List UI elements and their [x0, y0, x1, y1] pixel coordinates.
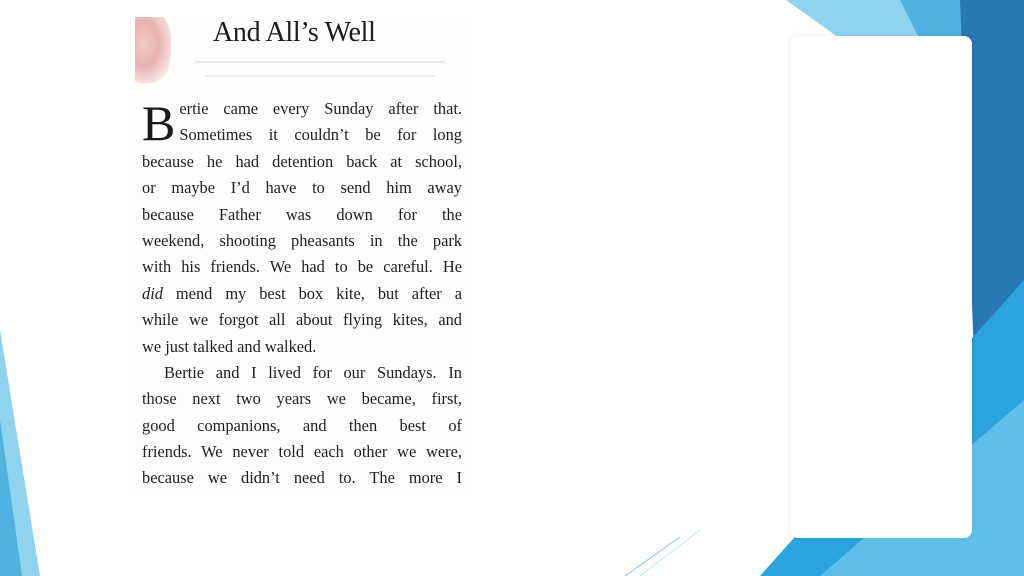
bleed-through-line — [195, 61, 445, 63]
text-line-rest: mend my best box kite, but after a — [162, 283, 462, 303]
text-line: because we didn’t need to. The more I — [142, 468, 462, 488]
text-line: good companions, and then best of — [142, 415, 462, 435]
book-page-image — [135, 17, 465, 495]
thumb-smudge — [135, 17, 171, 83]
text-line: Sometimes it couldn’t be for long — [179, 125, 462, 145]
story-text — [142, 96, 462, 492]
text-line: friends. We never told each other we were, — [142, 442, 462, 462]
text-line: or maybe I’d have to send him away — [142, 178, 462, 198]
text-line: we just talked and walked. — [142, 336, 317, 356]
text-line: because he had detention back at school, — [142, 151, 462, 171]
text-line: ertie came every Sunday after that. — [179, 99, 462, 118]
italic-word: did — [142, 283, 163, 303]
text-line — [142, 281, 462, 307]
deco-line-bottom — [625, 537, 680, 576]
deco-line-bottom-2 — [640, 530, 700, 576]
text-line: those next two years we became, first, — [142, 389, 462, 409]
text-line: with his friends. We had to be careful. He — [142, 257, 462, 277]
bleed-through-line — [205, 75, 435, 77]
chapter-title: And All’s Well — [213, 17, 376, 48]
text-line: because Father was down for the — [142, 204, 462, 224]
content-card — [790, 36, 972, 538]
text-line: Bertie and I lived for our Sundays. In — [164, 362, 462, 382]
text-line: while we forgot all about flying kites, and — [142, 310, 462, 330]
drop-cap: B — [142, 95, 176, 151]
text-line: weekend, shooting pheasants in the park — [142, 230, 462, 250]
